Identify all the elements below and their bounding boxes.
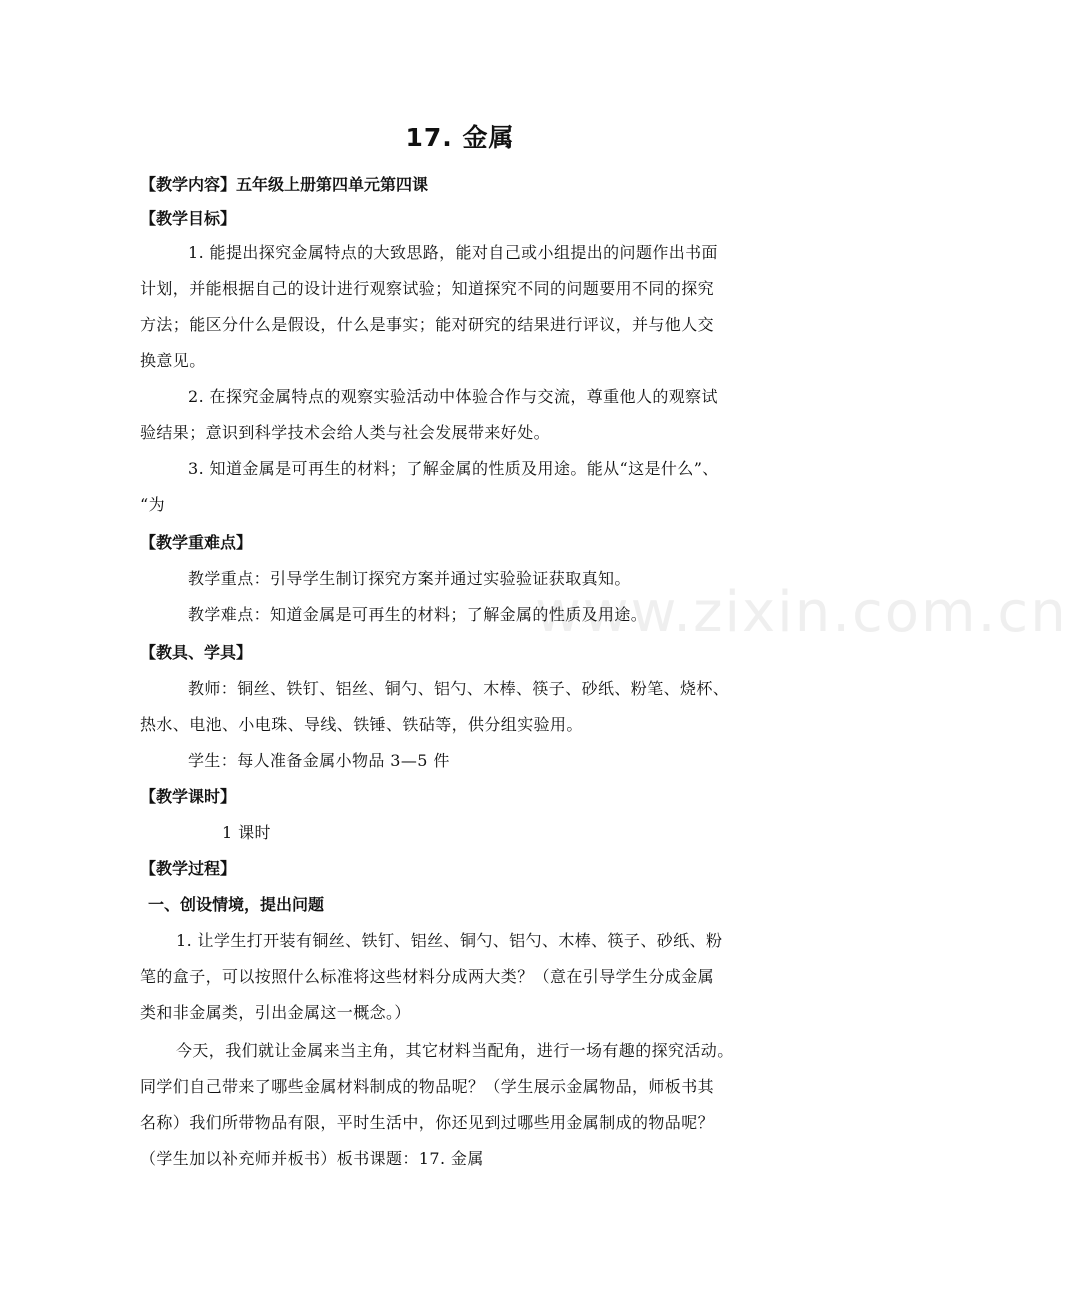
- content-heading: 【教学内容】五年级上册第四单元第四课: [140, 175, 429, 194]
- process-heading: 【教学过程】: [140, 859, 237, 878]
- step-1-line: 笔的盒子，可以按照什么标准将这些材料分成两大类？（意在引导学生分成金属: [140, 967, 715, 986]
- teacher-tools-line: 教师：铜丝、铁钉、铝丝、铜勺、铝勺、木棒、筷子、砂纸、粉笔、烧杯、: [188, 679, 730, 698]
- objective-1-line: 1. 能提出探究金属特点的大致思路，能对自己或小组提出的问题作出书面: [188, 243, 718, 262]
- paragraph-line: 名称）我们所带物品有限，平时生活中，你还见到过哪些用金属制成的物品呢？: [140, 1113, 715, 1132]
- objectives-heading: 【教学目标】: [140, 209, 237, 228]
- paragraph-line: （学生加以补充师并板书）板书课题：17. 金属: [140, 1149, 484, 1168]
- student-tools-text: 学生：每人准备金属小物品 3—5 件: [188, 751, 450, 770]
- step-1-line: 1. 让学生打开装有铜丝、铁钉、铝丝、铜勺、铝勺、木棒、筷子、砂纸、粉: [176, 931, 723, 950]
- hours-text: 1 课时: [222, 823, 271, 842]
- watermark: www.zixin.com.cn: [535, 580, 1068, 645]
- tools-heading: 【教具、学具】: [140, 643, 253, 662]
- section-1-heading: 一、创设情境，提出问题: [148, 895, 325, 914]
- objective-3-line: 3. 知道金属是可再生的材料；了解金属的性质及用途。能从“这是什么”、: [188, 459, 719, 478]
- objective-1-line: 换意见。: [140, 351, 206, 370]
- document-title: 17. 金属: [405, 123, 515, 152]
- hours-heading: 【教学课时】: [140, 787, 237, 806]
- difficulty-text: 教学难点：知道金属是可再生的材料；了解金属的性质及用途。: [188, 605, 648, 624]
- teacher-tools-line: 热水、电池、小电珠、导线、铁锤、铁砧等，供分组实验用。: [140, 715, 583, 734]
- keypoint-text: 教学重点：引导学生制订探究方案并通过实验验证获取真知。: [188, 569, 631, 588]
- keypoints-heading: 【教学重难点】: [140, 533, 253, 552]
- objective-1-line: 方法；能区分什么是假设，什么是事实；能对研究的结果进行评议，并与他人交: [140, 315, 715, 334]
- objective-2-line: 验结果；意识到科学技术会给人类与社会发展带来好处。: [140, 423, 551, 442]
- paragraph-line: 同学们自己带来了哪些金属材料制成的物品呢？（学生展示金属物品，师板书其: [140, 1077, 715, 1096]
- objective-1-line: 计划，并能根据自己的设计进行观察试验；知道探究不同的问题要用不同的探究: [140, 279, 715, 298]
- paragraph-line: 今天，我们就让金属来当主角，其它材料当配角，进行一场有趣的探究活动。: [176, 1041, 734, 1060]
- step-1-line: 类和非金属类，引出金属这一概念。）: [140, 1003, 411, 1022]
- objective-3-line: “为: [140, 495, 165, 514]
- objective-2-line: 2. 在探究金属特点的观察实验活动中体验合作与交流，尊重他人的观察试: [188, 387, 718, 406]
